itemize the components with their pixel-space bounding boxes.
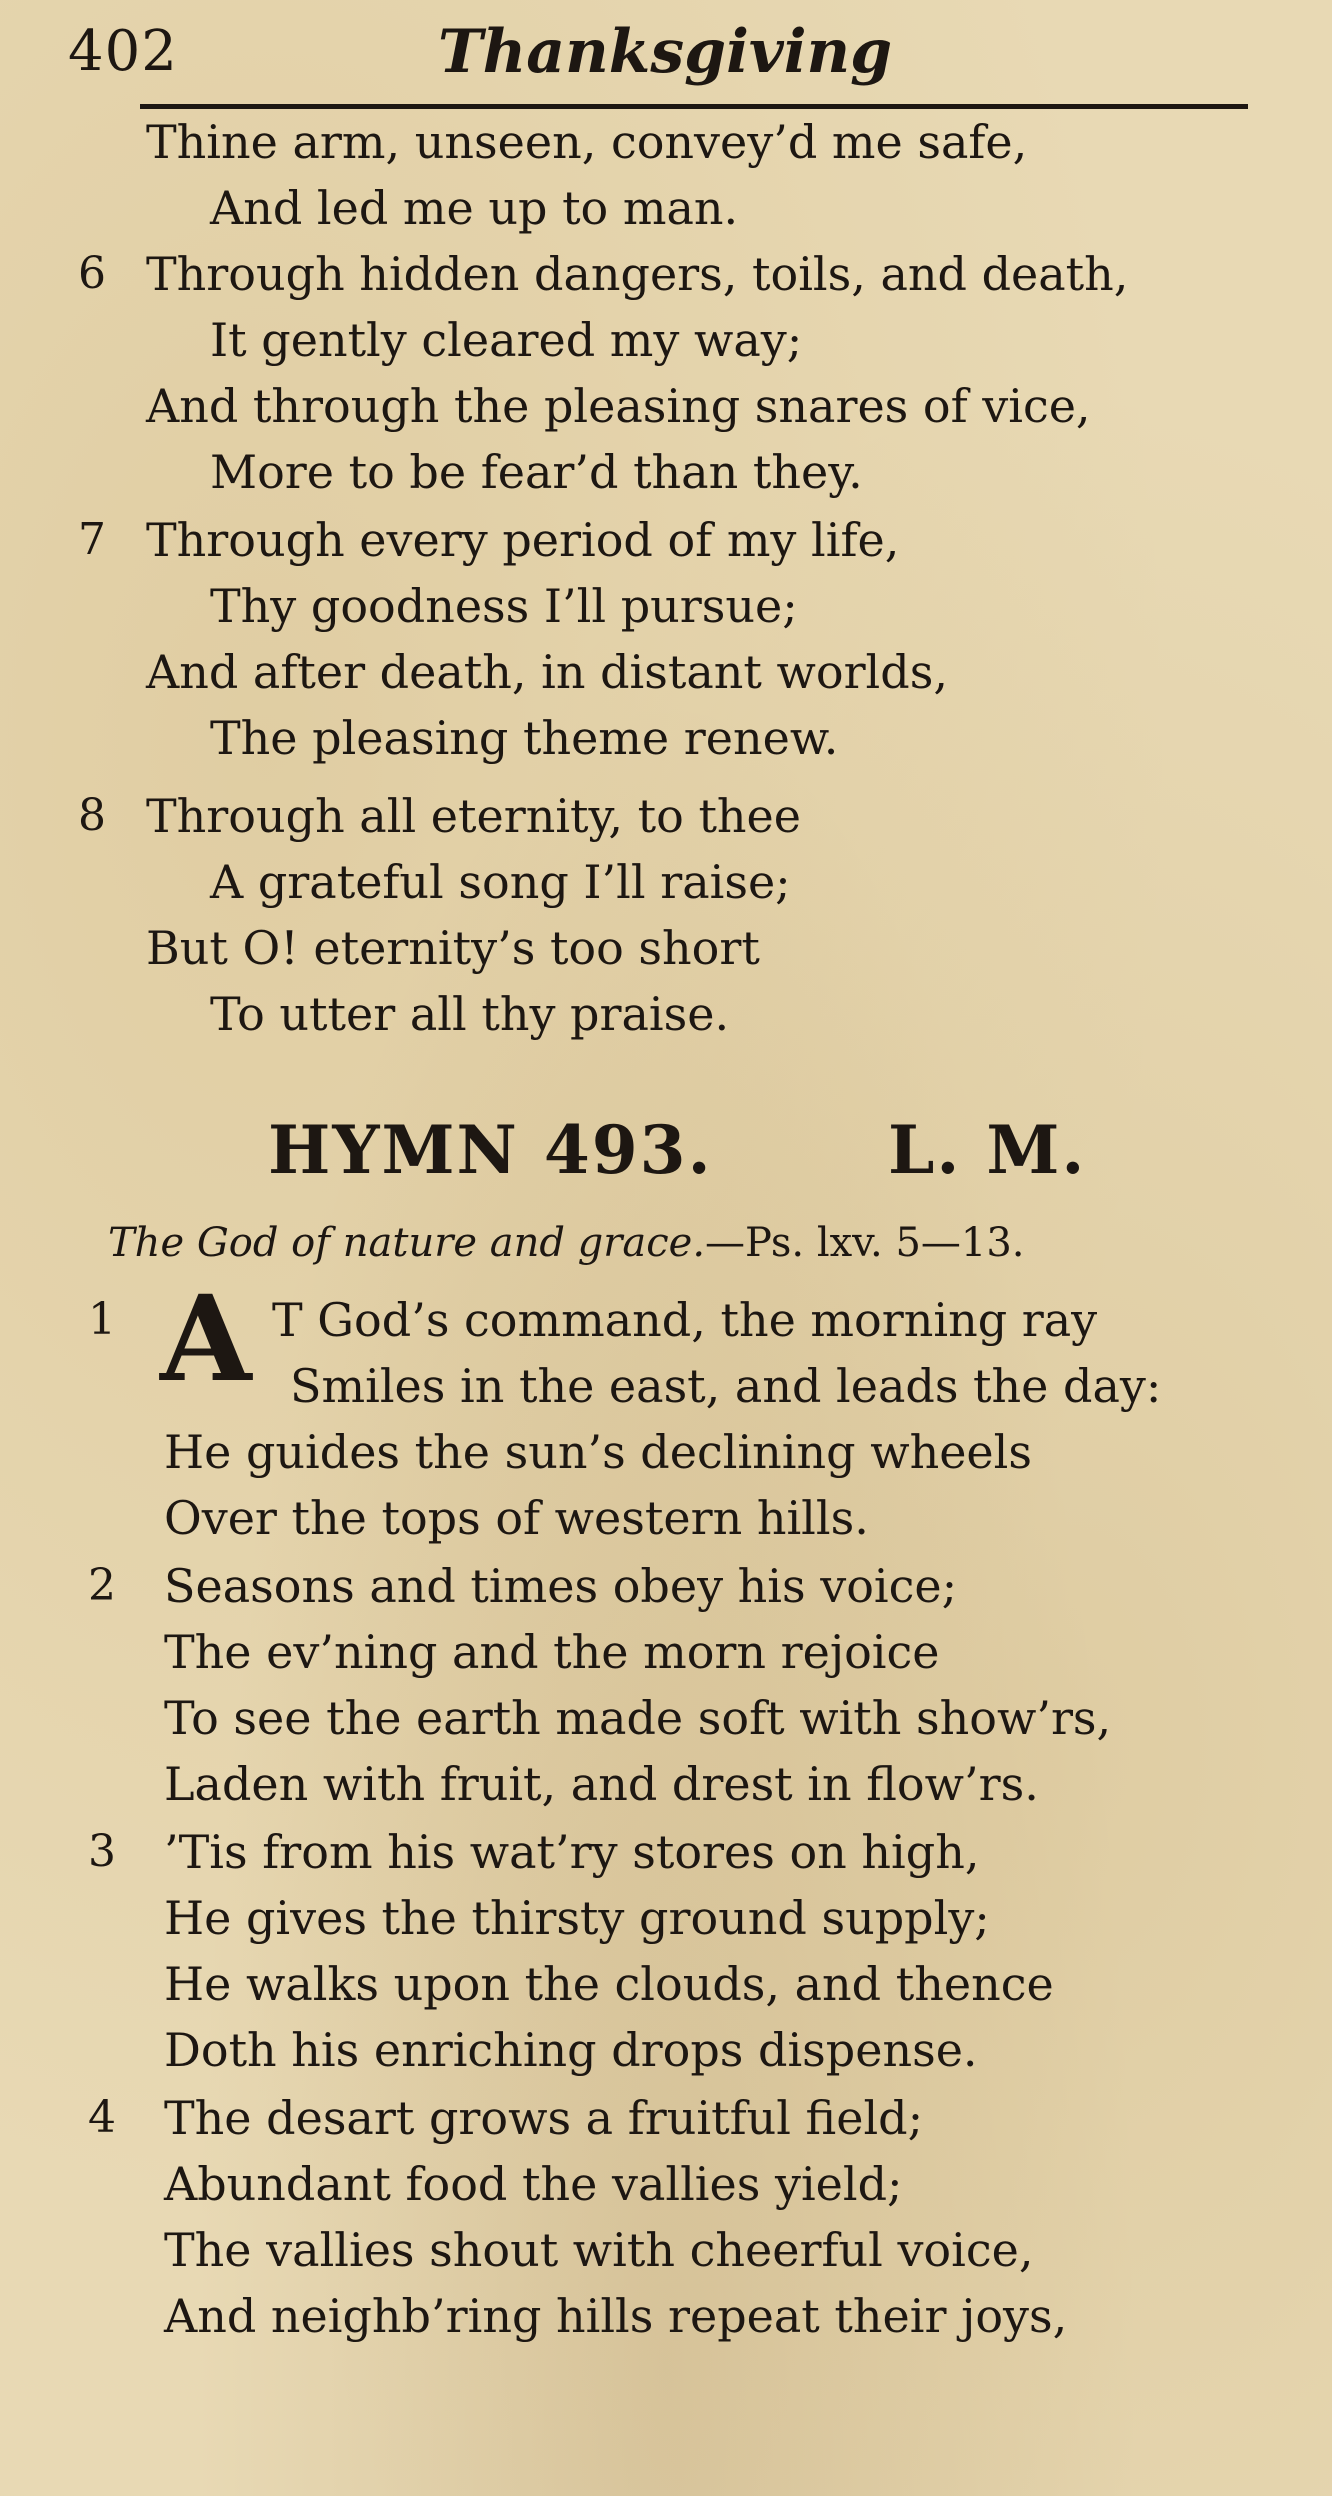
verse-line: The ev’ning and the morn rejoice bbox=[164, 1625, 940, 1679]
hymn-subtitle-text: The God of nature and grace. bbox=[108, 1220, 706, 1266]
verse-line: Doth his enriching drops dispense. bbox=[164, 2023, 978, 2077]
verse-line: And neighb’ring hills repeat their joys, bbox=[164, 2289, 1068, 2343]
hymn-title: HYMN 493. bbox=[268, 1111, 713, 1189]
verse-line: The vallies shout with cheerful voice, bbox=[164, 2223, 1034, 2277]
stanza-number: 6 bbox=[78, 248, 106, 299]
page-header bbox=[68, 14, 1248, 94]
verse-line: Seasons and times obey his voice; bbox=[164, 1559, 958, 1613]
drop-cap: A bbox=[160, 1269, 252, 1408]
verse-line: And led me up to man. bbox=[210, 181, 739, 235]
verse-line: But O! eternity’s too short bbox=[146, 921, 760, 975]
verse-line: To see the earth made soft with show’rs, bbox=[164, 1691, 1112, 1745]
verse-line: The desart grows a fruitful field; bbox=[164, 2091, 924, 2145]
stanza-number: 2 bbox=[88, 1560, 116, 1611]
verse-line: ’Tis from his wat’ry stores on high, bbox=[164, 1825, 980, 1879]
stanza-number: 4 bbox=[88, 2092, 116, 2143]
scripture-reference: —Ps. lxv. 5—13. bbox=[705, 1220, 1025, 1266]
verse-line: And after death, in distant worlds, bbox=[146, 645, 948, 699]
verse-line: Thine arm, unseen, convey’d me safe, bbox=[146, 115, 1028, 169]
stanza-number: 3 bbox=[88, 1826, 116, 1877]
running-title: Thanksgiving bbox=[438, 17, 893, 87]
verse-line: Smiles in the east, and leads the day: bbox=[290, 1359, 1162, 1413]
hymn-subtitle bbox=[108, 1218, 1025, 1268]
hymn-meter: L. M. bbox=[888, 1111, 1087, 1189]
stanza-number: 1 bbox=[88, 1294, 116, 1345]
stanza-number: 8 bbox=[78, 790, 106, 841]
verse-line: Thy goodness I’ll pursue; bbox=[210, 579, 798, 633]
verse-line: T God’s command, the morning ray bbox=[272, 1293, 1098, 1347]
verse-line: Through all eternity, to thee bbox=[146, 789, 802, 843]
verse-line: He gives the thirsty ground supply; bbox=[164, 1891, 990, 1945]
verse-line: A grateful song I’ll raise; bbox=[210, 855, 791, 909]
hymn-heading bbox=[268, 1112, 1088, 1188]
verse-line: He walks upon the clouds, and thence bbox=[164, 1957, 1054, 2011]
verse-line: It gently cleared my way; bbox=[210, 313, 803, 367]
verse-line: Over the tops of western hills. bbox=[164, 1491, 869, 1545]
verse-line: Through hidden dangers, toils, and death, bbox=[146, 247, 1129, 301]
verse-line: He guides the sun’s declining wheels bbox=[164, 1425, 1032, 1479]
verse-line: Laden with fruit, and drest in flow’rs. bbox=[164, 1757, 1039, 1811]
verse-line: Through every period of my life, bbox=[146, 513, 900, 567]
verse-line: Abundant food the vallies yield; bbox=[164, 2157, 903, 2211]
stanza-number: 7 bbox=[78, 514, 106, 565]
header-rule bbox=[140, 104, 1248, 109]
page-number: 402 bbox=[68, 19, 178, 84]
verse-line: More to be fear’d than they. bbox=[210, 445, 863, 499]
verse-line: And through the pleasing snares of vice, bbox=[146, 379, 1091, 433]
verse-line: The pleasing theme renew. bbox=[210, 711, 839, 765]
verse-line: To utter all thy praise. bbox=[210, 987, 730, 1041]
